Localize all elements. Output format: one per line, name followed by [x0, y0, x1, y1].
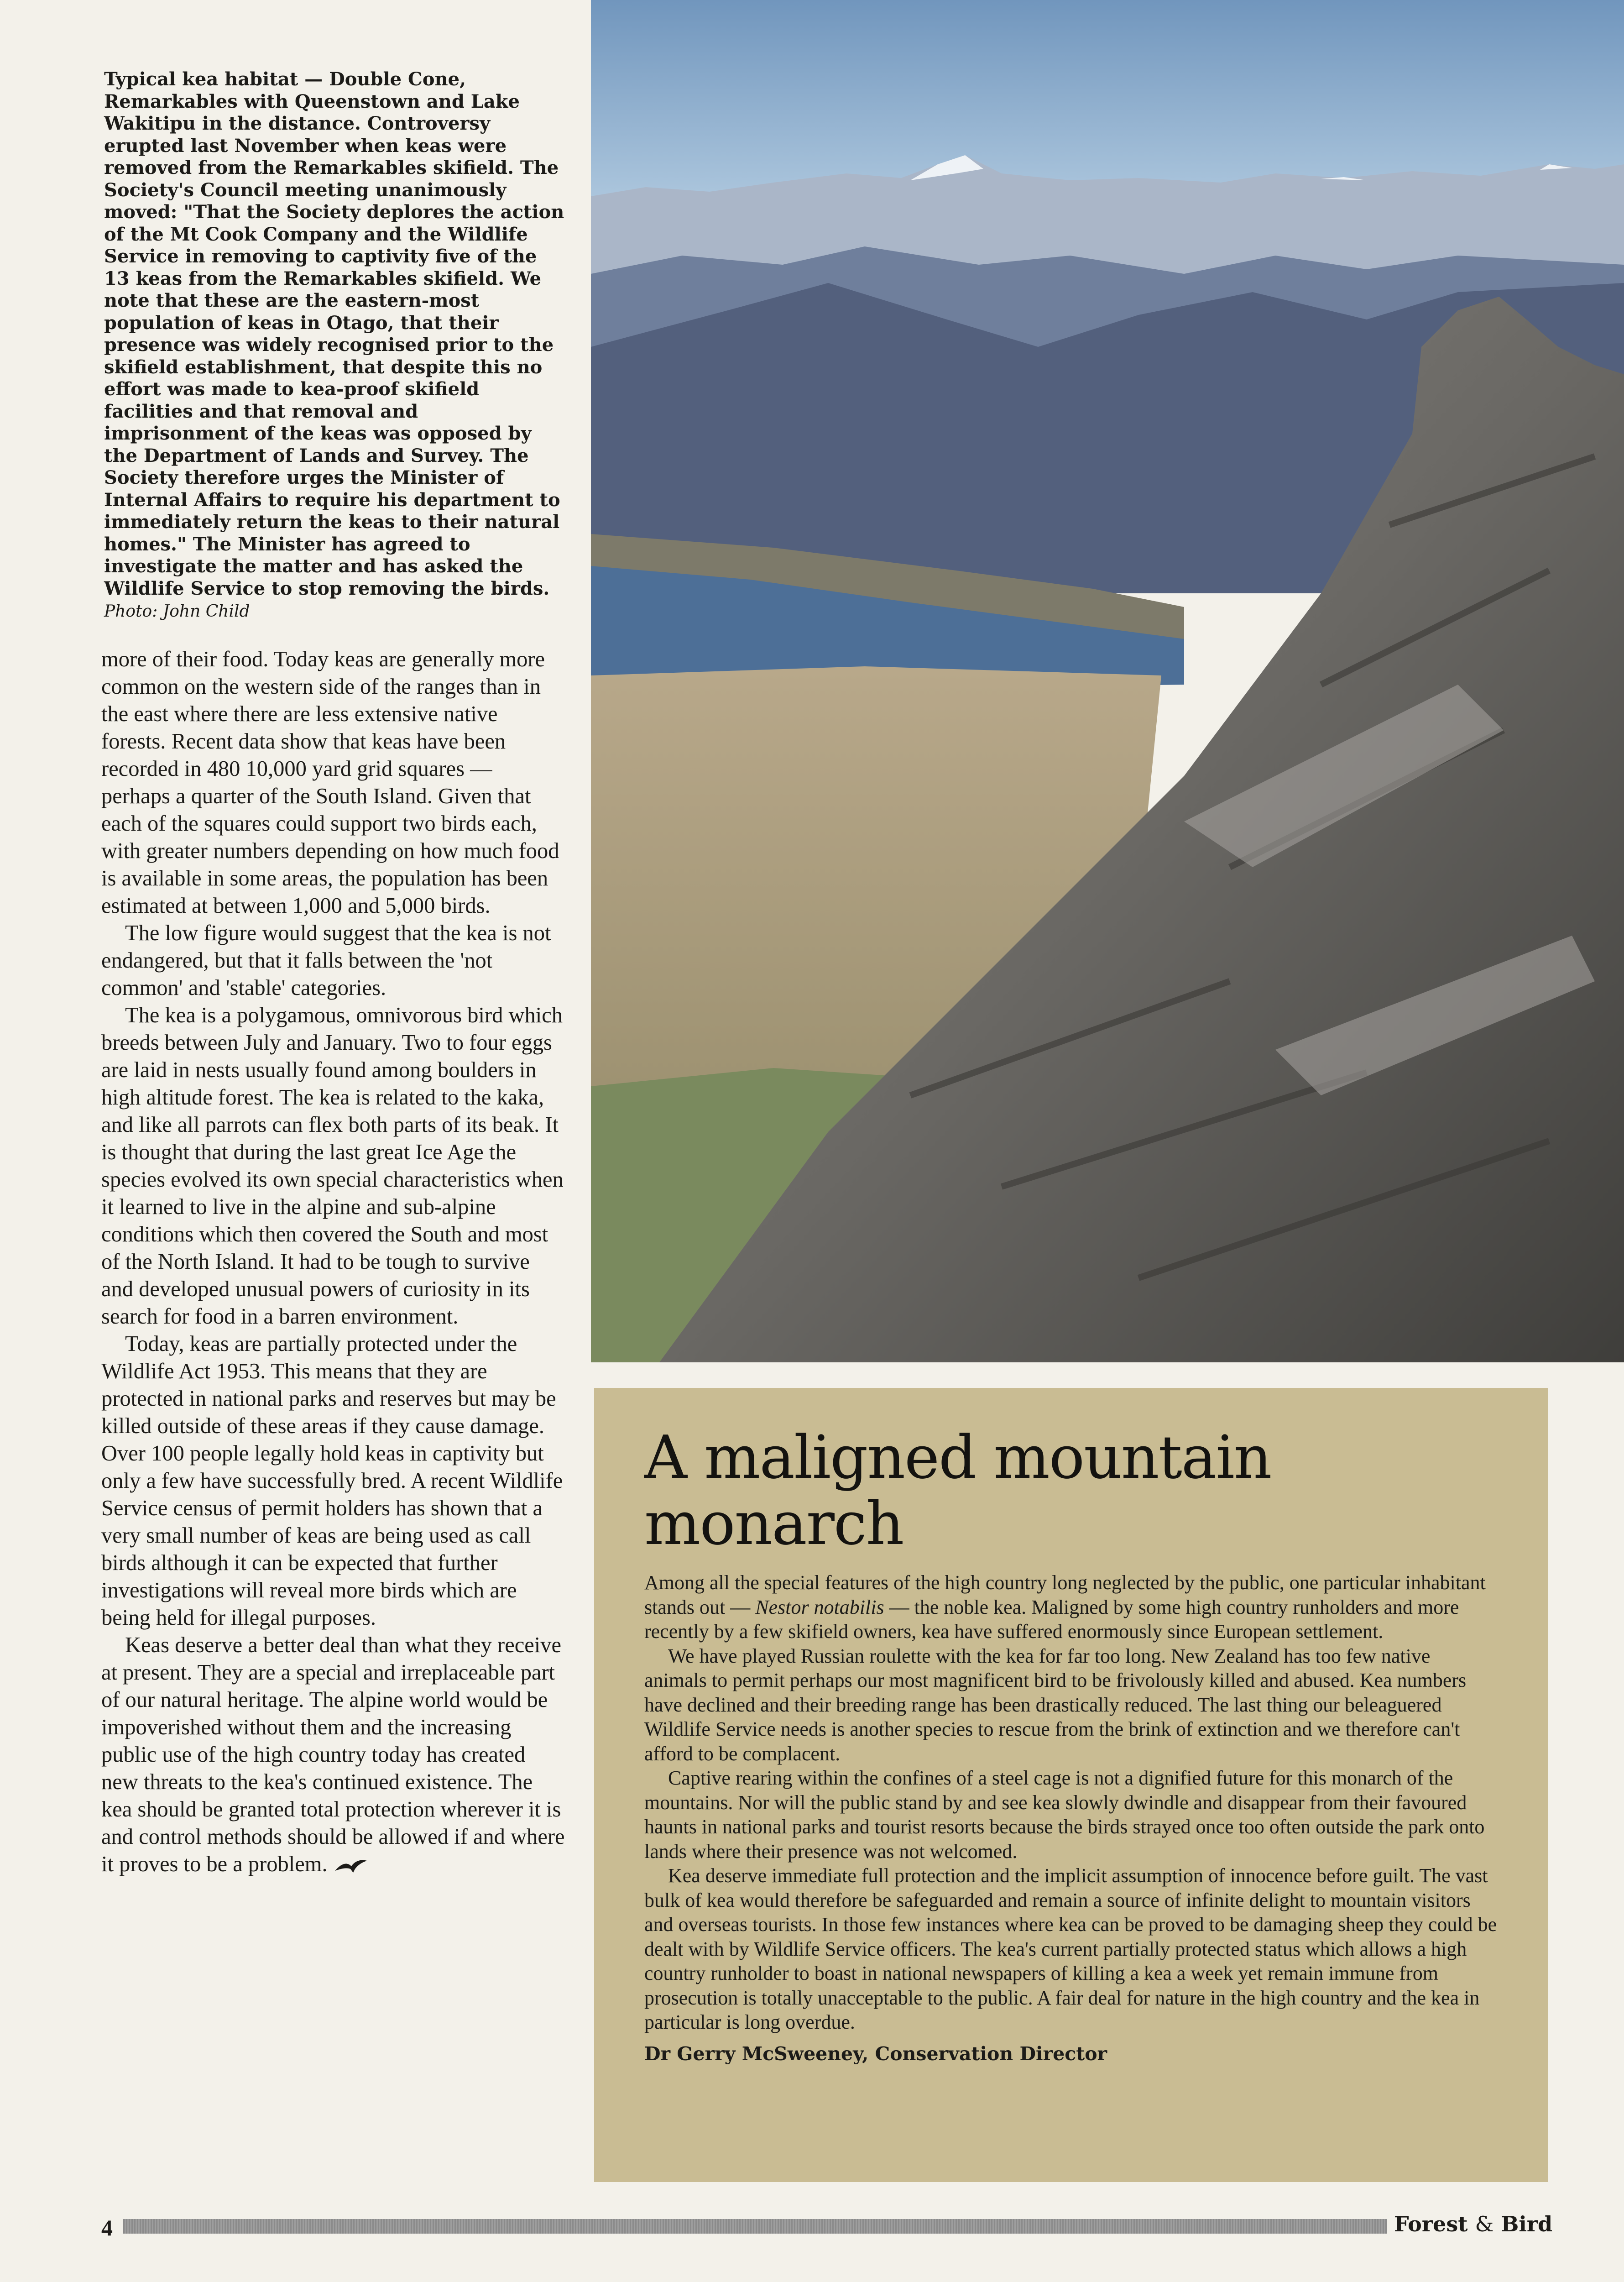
- article-paragraph: more of their food. Today keas are generally more common on the western side of the ranges than in the east where there are less extensive native forests. Recent data show that keas have been recorded in 480 10,000 yard grid squares — perhaps a quarter of the South Island. Given that each of the squares could support two birds each, with greater numbers depending on how much food is available in some areas, the population has been estimated at between 1,000 and 5,000 birds.: [101, 647, 559, 918]
- editorial-box: [594, 1388, 1548, 2182]
- article-paragraph: Today, keas are partially protected under the Wildlife Act 1953. This means that they are protected in national parks and reserves but may be killed outside of these areas if they cause damage. Over 100 people legally hold keas in captivity but only a few have successfully bred. A recent Wildlife Service census of permit holders has shown that a very small number of keas are being used as call birds although it can be expected that further investigations will reveal more birds which are being held for illegal purposes.: [101, 1332, 563, 1630]
- photo-caption: [104, 68, 565, 623]
- editorial-signature: Dr Gerry McSweeney, Conservation Director: [644, 2042, 1107, 2065]
- editorial-title: A maligned mountain monarch: [644, 1423, 1271, 1558]
- caption-text: Typical kea habitat — Double Cone, Remarkables with Queenstown and Lake Wakitipu in the distance. Controversy erupted last November when keas were removed from the Remarkables skifield. The Society's Council meeting unanimously moved: "That the Society deplores the action of the Mt Cook Company and the Wildlife Service in removing to captivity five of the 13 keas from the Remarkables skifield. We note that these are the eastern-most population of keas in Otago, that their presence was widely recognised prior to the skifield establishment, that despite this no effort was made to kea-proof skifield facilities and that removal and imprisonment of the keas was opposed by the Department of Lands and Survey. The Society therefore urges the Minister of Internal Affairs to require his department to immediately return the keas to their natural homes." The Minister has agreed to investigate the matter and has asked the Wildlife Service to stop removing the birds.: [104, 68, 564, 599]
- editorial-paragraph: We have played Russian roulette with the kea for far too long. New Zealand has too few native animals to permit perhaps our most magnificent bird to be frivolously killed and abused. Kea numbers have declined and their breeding range has been drastically reduced. The last thing our beleaguered Wildlife Service needs is another species to rescue from the brink of extinction and we therefore can't afford to be complacent.: [644, 1644, 1467, 1765]
- article-paragraph: The kea is a polygamous, omnivorous bird which breeds between July and January. Two to four eggs are laid in nests usually found among boulders in high altitude forest. The kea is related to the kaka, and like all parrots can flex both parts of its beak. It is thought that during the last great Ice Age the species evolved its own special characteristics when it learned to live in the alpine and sub-alpine conditions which then covered the South and most of the North Island. It had to be tough to survive and developed unusual powers of curiosity in its search for food in a barren environment.: [101, 1003, 564, 1329]
- magazine-name: [1394, 2212, 1552, 2236]
- magazine-ampersand: &: [1475, 2212, 1494, 2236]
- scientific-name: Nestor notabilis: [755, 1596, 884, 1618]
- editorial-text: Among all the special features of the high country long neglected by the public, one particular inhabitant stands out —: [644, 1571, 1486, 1618]
- magazine-name-part: Forest: [1394, 2212, 1468, 2236]
- magazine-name-part: Bird: [1501, 2212, 1553, 2236]
- mountain-photo: [591, 0, 1624, 1362]
- page-number: 4: [101, 2215, 113, 2240]
- photo-credit: Photo: John Child: [104, 602, 250, 621]
- article-paragraph-text: Keas deserve a better deal than what they receive at present. They are a special and irreplaceable part of our natural heritage. The alpine world would be impoverished without them and the increasing public use of the high country today has created new threats to the kea's continued existence. The kea should be granted total protection wherever it is and control methods should be allowed if and where it proves to be a problem.: [101, 1633, 565, 1876]
- kea-end-mark-icon: [333, 1857, 369, 1875]
- footer-rule: [123, 2219, 1387, 2234]
- editorial-paragraph: [644, 1570, 1498, 1644]
- editorial-paragraph: Captive rearing within the confines of a steel cage is not a dignified future for this monarch of the mountains. Nor will the public stand by and see kea slowly dwindle and disappear from their favoured haunts in national parks and tourist resorts because the birds strayed once too often outside the park onto lands where their presence was not welcomed.: [644, 1767, 1485, 1863]
- article-column: [101, 646, 565, 1878]
- editorial-paragraph: Kea deserve immediate full protection and the implicit assumption of innocence before guilt. The vast bulk of kea would therefore be safeguarded and remain a source of infinite delight to mountain visitors and overseas tourists. In those few instances where kea can be proved to be damaging sheep they could be dealt with by Wildlife Service officers. The kea's current partially protected status which allows a high country runholder to boast in national newspapers of killing a kea a week yet remain immune from prosecution is totally unacceptable to the public. A fair deal for nature in the high country and the kea in particular is long overdue.: [644, 1864, 1497, 2033]
- article-end-paragraph: [101, 1632, 565, 1878]
- article-paragraph: The low figure would suggest that the kea is not endangered, but that it falls between the 'not common' and 'stable' categories.: [101, 921, 551, 1000]
- editorial-text: — the noble kea. Maligned by some high country runholders and more recently by a few skifield owners, kea have suffered enormously since European settlement.: [644, 1596, 1459, 1643]
